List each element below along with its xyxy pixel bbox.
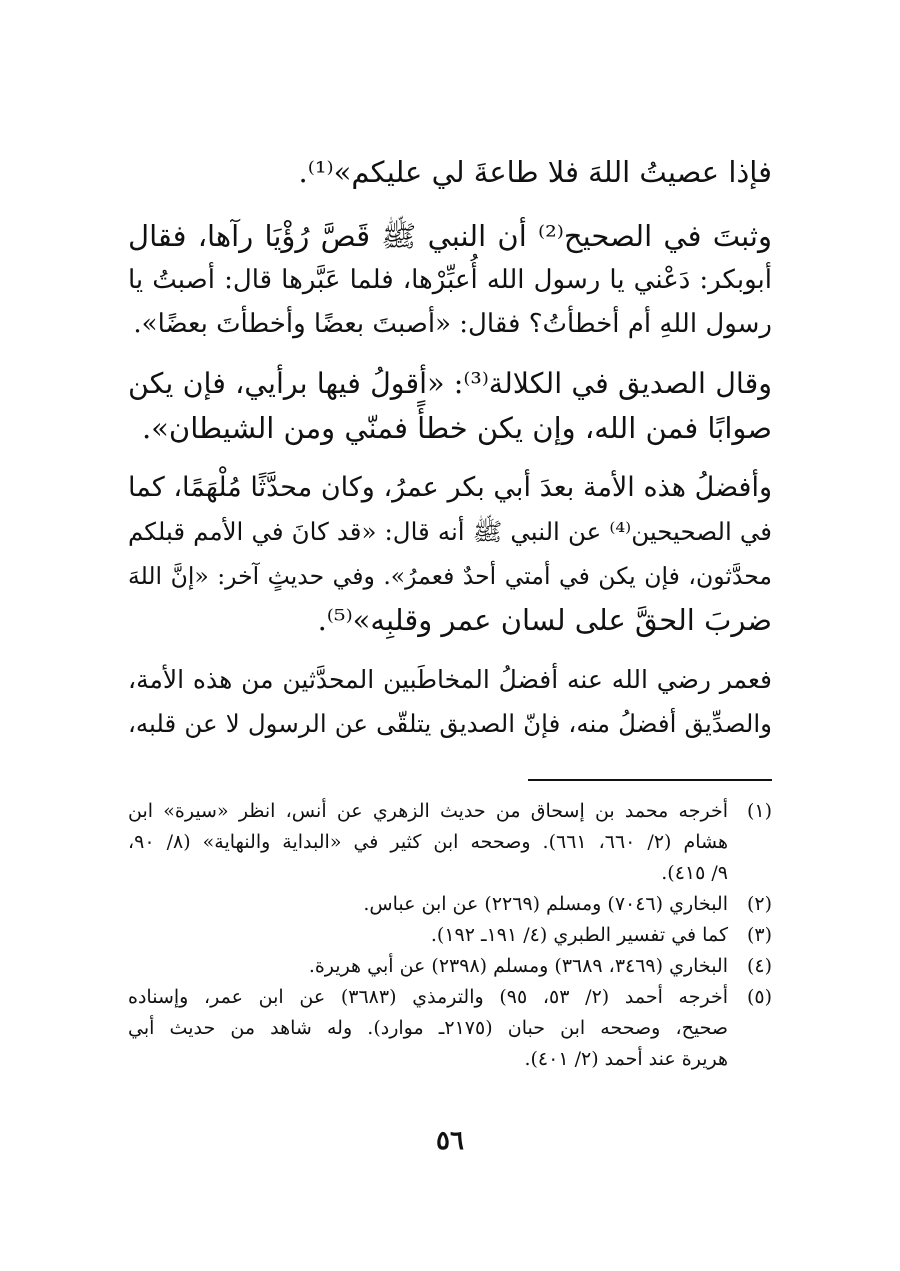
text-line: في الصحيحين⁽⁴⁾ عن النبي ﷺ أنه قال: «قد كانَ في الأمم قبلكم	[128, 517, 772, 546]
page-number: ٥٦	[436, 1126, 464, 1156]
footnote-text	[128, 889, 728, 920]
footnote-line: ٩/ ٤١٥).	[661, 862, 728, 884]
text-line: محدَّثون، فإن يكن في أمتي أحدٌ فعمرُ». وفي حديثٍ آخر: «إنَّ اللهَ	[128, 562, 772, 590]
footnote-line: البخاري (٧٠٤٦) ومسلم (٢٢٦٩) عن ابن عباس.	[363, 893, 728, 915]
footnote-line: البخاري (٣٤٦٩، ٣٦٨٩) ومسلم (٢٣٩٨) عن أبي هريرة.	[308, 955, 728, 977]
footnote-text	[128, 920, 728, 951]
paragraph-5	[128, 658, 772, 746]
paragraph-1	[128, 150, 772, 194]
footnote-2	[128, 889, 772, 920]
footnote-line: أخرجه أحمد (٢/ ٥٣، ٩٥) والترمذي (٣٦٨٣) عن ابن عمر، وإسناده	[128, 986, 728, 1008]
footnote-number: (٣)	[746, 924, 772, 946]
main-text	[128, 150, 772, 762]
footnote-4	[128, 951, 772, 982]
text-line: أبوبكر: دَعْني يا رسول الله أُعبِّرْها، فلما عَبَّرها قال: أصبتُ يا	[128, 265, 772, 295]
text-line: ضربَ الحقَّ على لسان عمر وقلبِه»⁽⁵⁾.	[317, 603, 772, 637]
footnote-3	[128, 920, 772, 951]
footnotes	[128, 796, 772, 1075]
footnote-5	[128, 982, 772, 1075]
footnote-1	[128, 796, 772, 889]
footnote-text	[128, 796, 728, 889]
footnote-line: كما في تفسير الطبري (٤/ ١٩١ـ ١٩٢).	[430, 924, 728, 946]
footnote-text	[128, 951, 728, 982]
text-line: فعمر رضي الله عنه أفضلُ المخاطَبين المحدَّثين من هذه الأمة،	[128, 665, 772, 694]
footnote-text	[128, 982, 728, 1075]
footnote-line: أخرجه محمد بن إسحاق من حديث الزهري عن أنس، انظر «سيرة» ابن	[128, 800, 728, 822]
footnote-number: (٥)	[746, 986, 772, 1008]
text-line: وقال الصديق في الكلالة⁽³⁾: «أقولُ فيها برأيي، فإن يكن	[128, 367, 773, 400]
footnote-line: هريرة عند أحمد (٢/ ٤٠١).	[524, 1048, 728, 1070]
footnote-divider	[528, 779, 772, 781]
text-line: فإذا عصيتُ اللهَ فلا طاعةَ لي عليكم»⁽¹⁾.	[298, 155, 772, 189]
text-line: والصدِّيق أفضلُ منه، فإنّ الصديق يتلقّى عن الرسول لا عن قلبه،	[128, 709, 772, 738]
paragraph-3	[128, 362, 772, 450]
text-line: رسول اللهِ أم أخطأتُ؟ فقال: «أصبتَ بعضًا وأخطأتَ بعضًا».	[133, 309, 772, 339]
footnote-number: (٢)	[746, 893, 772, 915]
text-line: صوابًا فمن الله، وإن يكن خطأً فمنّي ومن الشيطان».	[141, 411, 772, 445]
paragraph-2	[128, 214, 772, 346]
footnote-line: صحيح، وصححه ابن حبان (٢١٧٥ـ موارد). وله شاهد من حديث أبي	[128, 1017, 729, 1039]
footnote-number: (١)	[746, 800, 772, 822]
footnote-number: (٤)	[746, 955, 772, 977]
footnote-line: هشام (٢/ ٦٦٠، ٦٦١). وصححه ابن كثير في «البداية والنهاية» (٨/ ٩٠،	[128, 831, 729, 853]
text-line: وثبتَ في الصحيح⁽²⁾ أن النبي ﷺ قَصَّ رُؤْيَا رآها، فقال	[128, 219, 772, 253]
paragraph-4	[128, 466, 772, 642]
text-line: وأفضلُ هذه الأمة بعدَ أبي بكر عمرُ، وكان محدَّثًا مُلْهَمًا، كما	[128, 472, 772, 503]
